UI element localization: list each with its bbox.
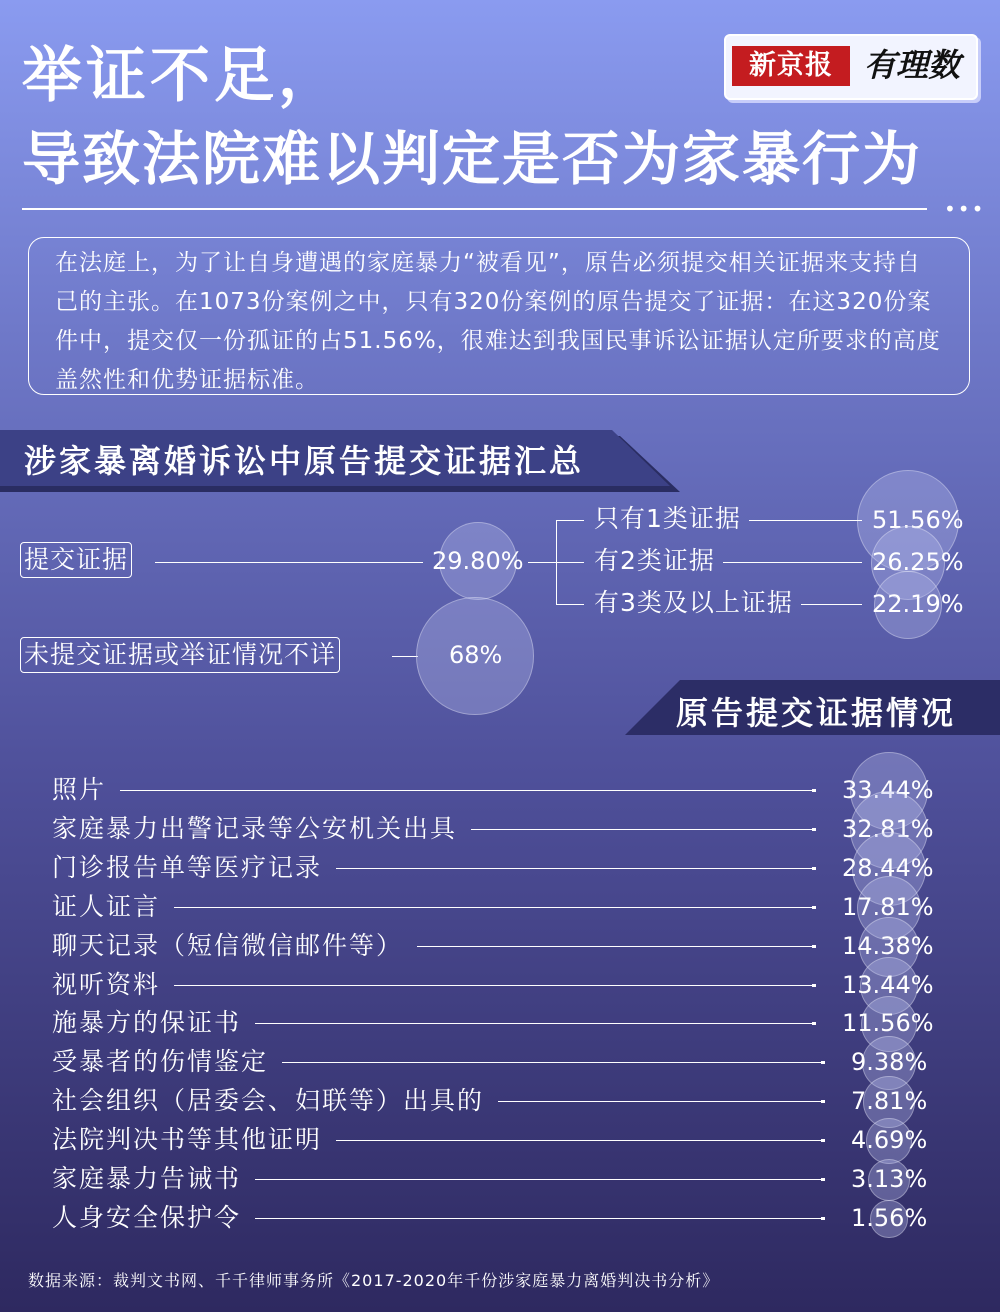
evidence-label-8: 受暴者的伤情鉴定 (52, 1047, 269, 1076)
evidence-leader-tip-3 (812, 867, 816, 870)
evidence-leader-8 (282, 1062, 825, 1063)
evidence-leader-tip-11 (821, 1178, 825, 1181)
evidence-leader-2 (471, 829, 816, 830)
evidence-label-5: 聊天记录（短信微信邮件等） (52, 931, 404, 960)
evidence-leader-9 (498, 1101, 825, 1102)
child-label-2: 有2类证据 (594, 546, 715, 575)
evidence-value-12: 1.56% (851, 1204, 928, 1232)
value-not-submitted: 68% (449, 641, 503, 669)
evidence-leader-tip-9 (821, 1100, 825, 1103)
evidence-leader-11 (255, 1179, 825, 1180)
evidence-value-10: 4.69% (851, 1126, 928, 1154)
evidence-leader-3 (336, 868, 816, 869)
evidence-value-1: 33.44% (842, 776, 934, 804)
bracket-stem (528, 562, 556, 563)
evidence-leader-tip-6 (812, 984, 816, 987)
evidence-leader-tip-2 (812, 828, 816, 831)
bracket-arm-2 (556, 562, 584, 563)
evidence-leader-10 (336, 1140, 825, 1141)
header-divider (22, 208, 927, 210)
evidence-value-3: 28.44% (842, 854, 934, 882)
value-submitted: 29.80% (432, 547, 524, 575)
child-value-2: 26.25% (872, 548, 964, 576)
evidence-leader-7 (255, 1023, 816, 1024)
evidence-label-12: 人身安全保护令 (52, 1203, 242, 1232)
evidence-label-1: 照片 (52, 775, 107, 804)
connector-not-submitted (392, 656, 418, 657)
child-connector-3 (801, 604, 862, 605)
node-label-not-submitted: 未提交证据或举证情况不详 (20, 637, 340, 673)
evidence-value-2: 32.81% (842, 815, 934, 843)
evidence-label-2: 家庭暴力出警记录等公安机关出具 (52, 814, 458, 843)
evidence-value-9: 7.81% (851, 1087, 928, 1115)
evidence-leader-tip-1 (812, 789, 816, 792)
section2-title: 原告提交证据情况 (676, 694, 957, 732)
evidence-value-5: 14.38% (842, 932, 934, 960)
evidence-label-7: 施暴方的保证书 (52, 1008, 242, 1037)
evidence-leader-4 (174, 907, 816, 908)
evidence-leader-tip-8 (821, 1061, 825, 1064)
more-dots-icon: ••• (944, 197, 986, 221)
page-title-line2: 导致法院难以判定是否为家暴行为 (22, 125, 923, 193)
brand-logo (724, 34, 978, 100)
evidence-value-4: 17.81% (842, 893, 934, 921)
bracket-arm-3 (556, 604, 584, 605)
bracket-arm-1 (556, 520, 584, 521)
evidence-value-7: 11.56% (842, 1009, 934, 1037)
evidence-label-9: 社会组织（居委会、妇联等）出具的 (52, 1086, 485, 1115)
evidence-label-3: 门诊报告单等医疗记录 (52, 853, 323, 882)
evidence-leader-5 (417, 946, 816, 947)
evidence-label-10: 法院判决书等其他证明 (52, 1125, 323, 1154)
child-connector-2 (723, 562, 862, 563)
evidence-leader-1 (120, 790, 816, 791)
evidence-value-11: 3.13% (851, 1165, 928, 1193)
logo-sub: 有理数 (863, 46, 960, 84)
evidence-leader-tip-5 (812, 945, 816, 948)
child-connector-1 (749, 520, 862, 521)
logo-brand: 新京报 (732, 46, 850, 86)
intro-paragraph: 在法庭上，为了让自身遭遇的家庭暴力“被看见”，原告必须提交相关证据来支持自己的主张。在1073份案例之中，只有320份案例的原告提交了证据：在这320份案件中，提交仅一份孤证的占51.56%，很难达到我国民事诉讼证据认定所要求的高度盖然性和优势证据标准。 (28, 237, 970, 395)
page-title-line1: 举证不足， (22, 41, 342, 111)
child-value-3: 22.19% (872, 590, 964, 618)
data-source: 数据来源：裁判文书网、千千律师事务所《2017-2020年千份涉家庭暴力离婚判决书分析》 (28, 1271, 720, 1290)
evidence-value-6: 13.44% (842, 971, 934, 999)
evidence-leader-12 (255, 1218, 825, 1219)
connector-submitted (155, 562, 423, 563)
evidence-label-6: 视听资料 (52, 970, 161, 999)
evidence-leader-tip-10 (821, 1139, 825, 1142)
child-label-3: 有3类及以上证据 (594, 588, 793, 617)
evidence-label-4: 证人证言 (52, 892, 161, 921)
evidence-leader-tip-7 (812, 1022, 816, 1025)
evidence-label-11: 家庭暴力告诫书 (52, 1164, 242, 1193)
evidence-leader-tip-12 (821, 1217, 825, 1220)
section1-title: 涉家暴离婚诉讼中原告提交证据汇总 (24, 442, 585, 480)
child-label-1: 只有1类证据 (594, 504, 741, 533)
node-label-submitted: 提交证据 (20, 542, 132, 578)
evidence-value-8: 9.38% (851, 1048, 928, 1076)
evidence-leader-6 (174, 985, 816, 986)
child-value-1: 51.56% (872, 506, 964, 534)
evidence-leader-tip-4 (812, 906, 816, 909)
